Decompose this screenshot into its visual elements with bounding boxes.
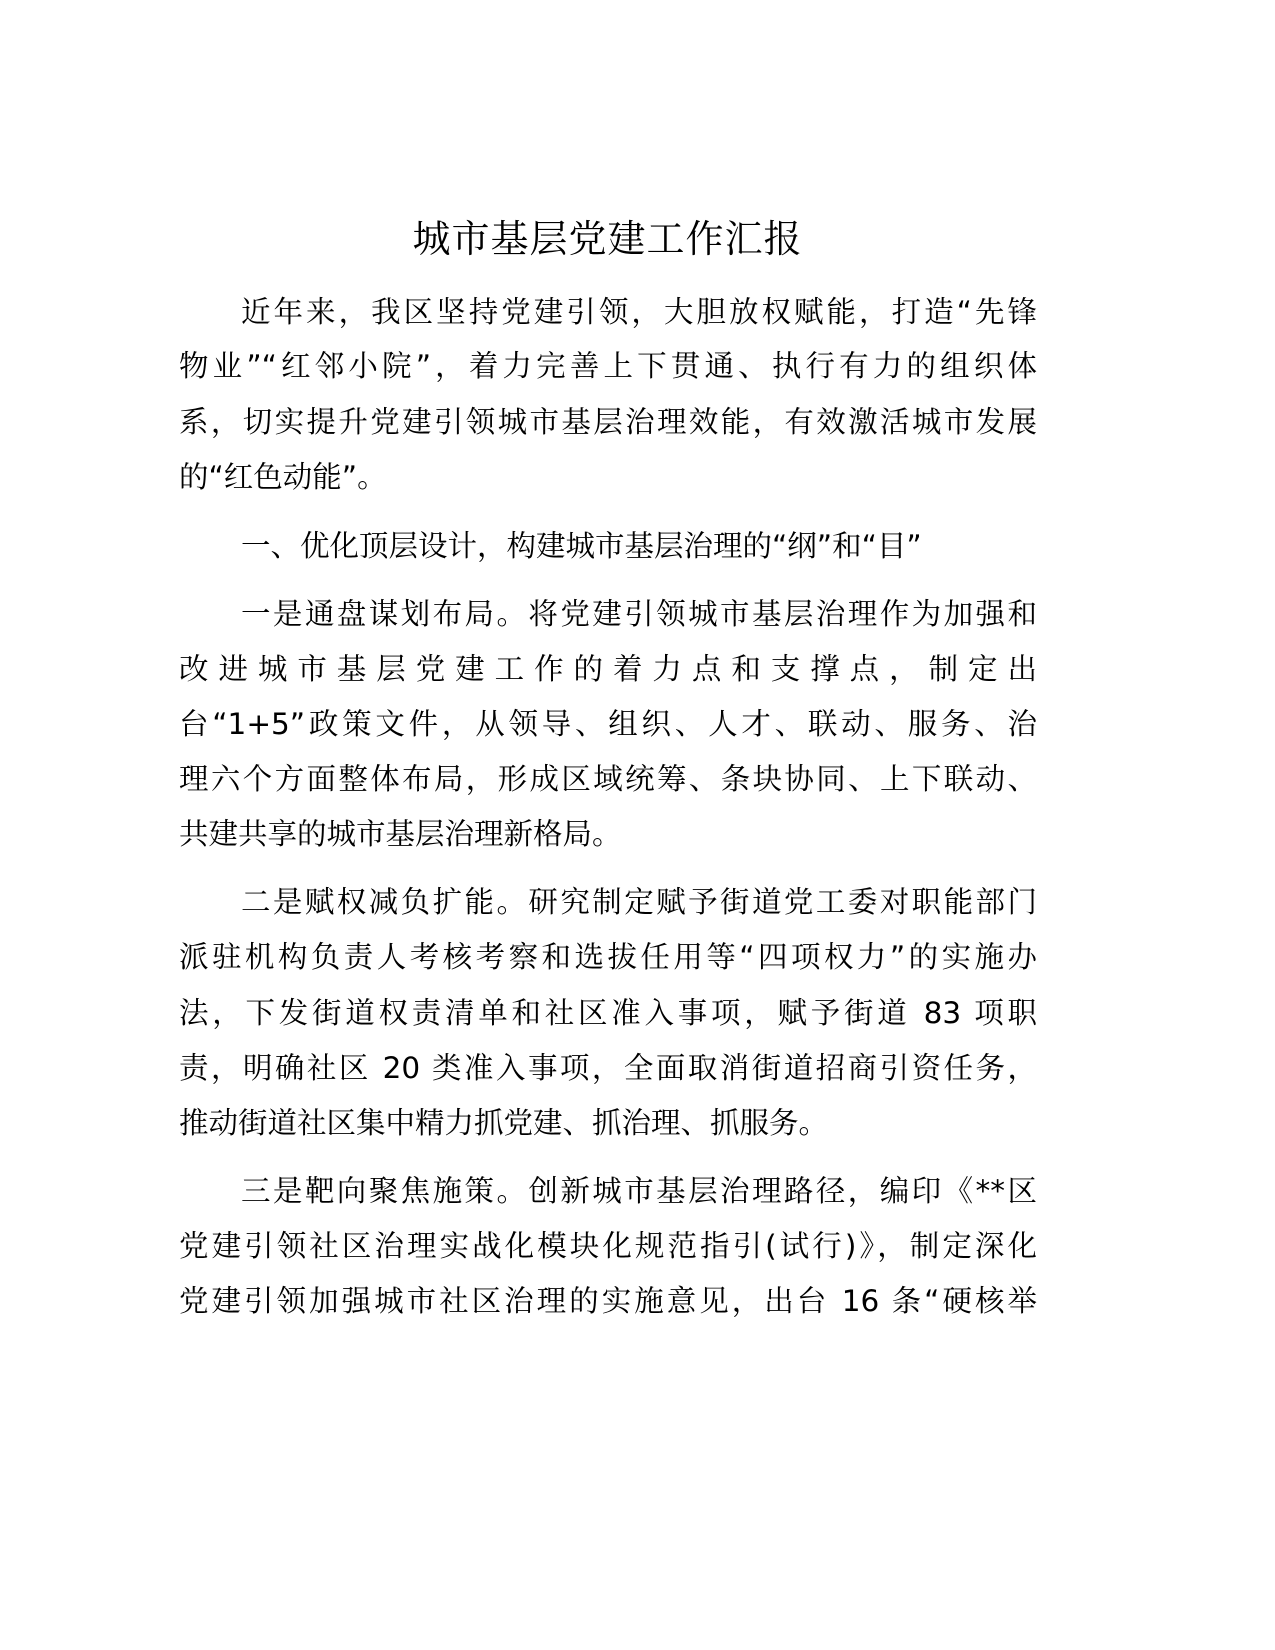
- document-title: 城市基层党建工作汇报: [412, 217, 803, 261]
- text-line: 近年来，我区坚持党建引领，大胆放权赋能，打造“先锋: [241, 295, 1037, 329]
- text-line: 党建引领社区治理实战化模块化规范指引(试行)》，制定深化: [179, 1229, 1037, 1263]
- text-line: 推动街道社区集中精力抓党建、抓治理、抓服务。: [179, 1106, 829, 1140]
- section-heading-text: 一、优化顶层设计，构建城市基层治理的“纲”和“目”: [241, 529, 922, 563]
- text-line: 台“1+5”政策文件，从领导、组织、人才、联动、服务、治: [179, 707, 1037, 741]
- text-line: 改进城市基层党建工作的着力点和支撑点，制定出: [179, 652, 1037, 686]
- text-line: 三是靶向聚焦施策。创新城市基层治理路径，编印《**区: [241, 1174, 1037, 1208]
- text-line: 系，切实提升党建引领城市基层治理效能，有效激活城市发展: [179, 405, 1037, 439]
- text-line: 理六个方面整体布局，形成区域统筹、条块协同、上下联动、: [179, 762, 1037, 796]
- text-line: 共建共享的城市基层治理新格局。: [179, 817, 622, 851]
- text-line: 二是赋权减负扩能。研究制定赋予街道党工委对职能部门: [241, 885, 1037, 919]
- text-line: 物业”“红邻小院”，着力完善上下贯通、执行有力的组织体: [179, 349, 1037, 383]
- text-line: 派驻机构负责人考核考察和选拔任用等“四项权力”的实施办: [179, 940, 1037, 974]
- text-line: 的“红色动能”。: [179, 460, 387, 494]
- text-line: 责，明确社区 20 类准入事项，全面取消街道招商引资任务，: [179, 1051, 1037, 1085]
- text-line: 一是通盘谋划布局。将党建引领城市基层治理作为加强和: [241, 597, 1037, 631]
- text-line: 法，下发街道权责清单和社区准入事项，赋予街道 83 项职: [179, 996, 1037, 1030]
- text-line: 党建引领加强城市社区治理的实施意见，出台 16 条“硬核举: [179, 1284, 1037, 1318]
